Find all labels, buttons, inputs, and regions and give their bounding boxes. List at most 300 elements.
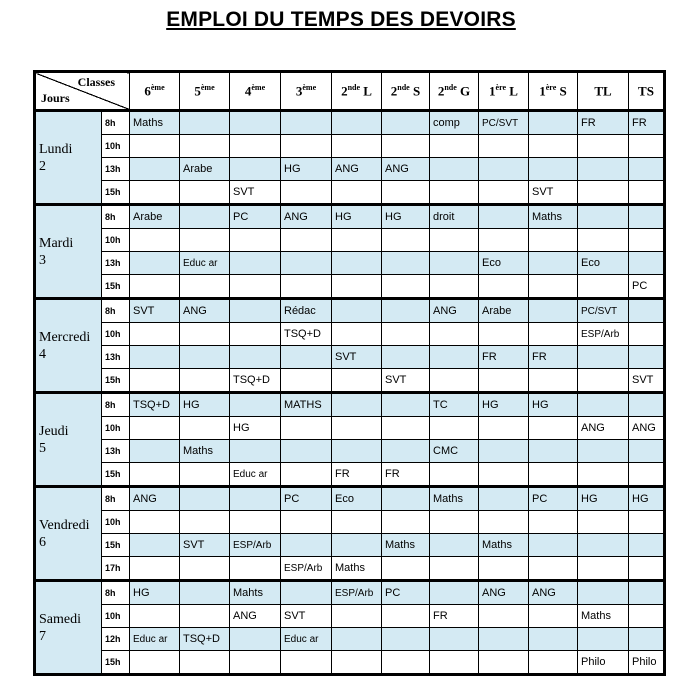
table-row [35, 205, 665, 229]
subject-cell: Maths [578, 605, 629, 628]
subject-cell [578, 511, 629, 534]
subject-cell [479, 511, 529, 534]
subject-cell: PC/SVT [578, 299, 629, 323]
subject-cell [332, 135, 382, 158]
subject-cell: PC/SVT [479, 111, 529, 135]
class-header-base: TS [638, 83, 654, 99]
hour-cell: 8h [102, 393, 130, 417]
table-row [35, 440, 665, 463]
subject-cell [529, 299, 578, 323]
subject-cell: Eco [578, 252, 629, 275]
subject-cell: Educ ar [281, 628, 332, 651]
subject-cell [230, 299, 281, 323]
subject-cell [281, 511, 332, 534]
table-row [35, 463, 665, 487]
subject-cell [529, 369, 578, 393]
subject-cell [430, 346, 479, 369]
subject-cell [130, 275, 180, 299]
subject-cell: HG [332, 205, 382, 229]
subject-cell [180, 111, 230, 135]
subject-cell [130, 181, 180, 205]
subject-cell [578, 440, 629, 463]
table-row [35, 628, 665, 651]
subject-cell [130, 511, 180, 534]
subject-cell [230, 557, 281, 581]
subject-cell: ESP/Arb [230, 534, 281, 557]
subject-cell: TSQ+D [130, 393, 180, 417]
table-row [35, 299, 665, 323]
subject-cell [430, 628, 479, 651]
table-row [35, 581, 665, 605]
subject-cell [578, 205, 629, 229]
subject-cell: Mahts [230, 581, 281, 605]
subject-cell: FR [578, 111, 629, 135]
hour-cell: 8h [102, 299, 130, 323]
subject-cell [230, 346, 281, 369]
subject-cell [180, 463, 230, 487]
day-name: Jeudi [39, 423, 69, 439]
subject-cell [529, 252, 578, 275]
class-header-sup: nde [444, 82, 457, 92]
subject-cell: Arabe [479, 299, 529, 323]
subject-cell [430, 534, 479, 557]
subject-cell [130, 229, 180, 252]
subject-cell [230, 252, 281, 275]
subject-cell [382, 252, 430, 275]
subject-cell: HG [281, 158, 332, 181]
subject-cell: ANG [382, 158, 430, 181]
subject-cell [479, 181, 529, 205]
subject-cell [479, 605, 529, 628]
subject-cell [281, 417, 332, 440]
subject-cell [382, 229, 430, 252]
class-header-sup: ère [495, 82, 507, 92]
subject-cell: Philo [629, 651, 665, 675]
subject-cell [180, 651, 230, 675]
subject-cell: PC [382, 581, 430, 605]
subject-cell [332, 275, 382, 299]
subject-cell: ANG [180, 299, 230, 323]
subject-cell [230, 323, 281, 346]
table-row [35, 511, 665, 534]
subject-cell [629, 135, 665, 158]
subject-cell [529, 440, 578, 463]
hour-cell: 10h [102, 417, 130, 440]
subject-cell [529, 417, 578, 440]
subject-cell [430, 581, 479, 605]
subject-cell: Arabe [130, 205, 180, 229]
hour-cell: 15h [102, 651, 130, 675]
subject-cell [629, 323, 665, 346]
subject-cell [529, 511, 578, 534]
hour-cell: 8h [102, 581, 130, 605]
subject-cell [281, 275, 332, 299]
class-header [430, 72, 479, 111]
subject-cell [430, 463, 479, 487]
subject-cell [382, 417, 430, 440]
subject-cell: ESP/Arb [332, 581, 382, 605]
subject-cell [529, 651, 578, 675]
subject-cell [529, 605, 578, 628]
subject-cell: ANG [332, 158, 382, 181]
subject-cell [479, 440, 529, 463]
table-row [35, 158, 665, 181]
subject-cell [281, 229, 332, 252]
hour-cell: 15h [102, 534, 130, 557]
subject-cell: Maths [529, 205, 578, 229]
subject-cell [332, 252, 382, 275]
subject-cell [382, 511, 430, 534]
subject-cell [332, 229, 382, 252]
class-header-sup: ème [251, 82, 266, 92]
subject-cell: HG [529, 393, 578, 417]
hour-cell: 10h [102, 511, 130, 534]
subject-cell: Eco [479, 252, 529, 275]
class-header [629, 72, 665, 111]
subject-cell [130, 252, 180, 275]
subject-cell [332, 111, 382, 135]
subject-cell [479, 463, 529, 487]
subject-cell [180, 181, 230, 205]
subject-cell [629, 393, 665, 417]
subject-cell: ANG [130, 487, 180, 511]
class-header [479, 72, 529, 111]
hour-cell: 13h [102, 158, 130, 181]
class-header-sup: ème [200, 82, 215, 92]
hour-cell: 15h [102, 463, 130, 487]
subject-cell [230, 628, 281, 651]
subject-cell [130, 605, 180, 628]
subject-cell: Educ ar [180, 252, 230, 275]
table-row [35, 557, 665, 581]
class-header [382, 72, 430, 111]
subject-cell [180, 229, 230, 252]
subject-cell [629, 511, 665, 534]
subject-cell: Maths [332, 557, 382, 581]
subject-cell [529, 323, 578, 346]
subject-cell: SVT [529, 181, 578, 205]
table-row [35, 135, 665, 158]
subject-cell: FR [430, 605, 479, 628]
subject-cell [281, 534, 332, 557]
hour-cell: 10h [102, 605, 130, 628]
day-number: 7 [39, 628, 46, 644]
class-header-tail: S [409, 83, 421, 99]
subject-cell: Maths [130, 111, 180, 135]
subject-cell [382, 275, 430, 299]
subject-cell [230, 487, 281, 511]
class-header-base: 2 [390, 83, 398, 99]
subject-cell [130, 417, 180, 440]
subject-cell: ANG [230, 605, 281, 628]
subject-cell [230, 229, 281, 252]
subject-cell [332, 605, 382, 628]
subject-cell [332, 511, 382, 534]
subject-cell: droit [430, 205, 479, 229]
corner-jours-label: Jours [41, 91, 70, 105]
subject-cell [629, 181, 665, 205]
header-row [35, 72, 665, 111]
subject-cell [332, 181, 382, 205]
subject-cell [430, 369, 479, 393]
subject-cell [629, 534, 665, 557]
day-label [35, 111, 102, 205]
subject-cell: SVT [130, 299, 180, 323]
subject-cell [281, 463, 332, 487]
subject-cell [479, 651, 529, 675]
subject-cell [529, 158, 578, 181]
subject-cell [230, 651, 281, 675]
subject-cell: ANG [430, 299, 479, 323]
table-row [35, 111, 665, 135]
subject-cell [130, 534, 180, 557]
subject-cell [479, 628, 529, 651]
subject-cell: ANG [629, 417, 665, 440]
subject-cell: HG [382, 205, 430, 229]
subject-cell [130, 323, 180, 346]
subject-cell: Eco [332, 487, 382, 511]
subject-cell [430, 651, 479, 675]
class-header-sup: nde [397, 82, 410, 92]
subject-cell: HG [130, 581, 180, 605]
subject-cell [180, 581, 230, 605]
class-header [130, 72, 180, 111]
subject-cell: FR [629, 111, 665, 135]
subject-cell: CMC [430, 440, 479, 463]
subject-cell [382, 323, 430, 346]
subject-cell [180, 511, 230, 534]
subject-cell [529, 557, 578, 581]
subject-cell [529, 534, 578, 557]
day-name: Samedi [39, 611, 81, 627]
subject-cell [629, 299, 665, 323]
hour-cell: 15h [102, 275, 130, 299]
subject-cell: HG [629, 487, 665, 511]
subject-cell [479, 557, 529, 581]
subject-cell [629, 463, 665, 487]
subject-cell [281, 111, 332, 135]
subject-cell [479, 487, 529, 511]
timetable-body [35, 111, 665, 675]
subject-cell [578, 628, 629, 651]
subject-cell [529, 628, 578, 651]
subject-cell: TSQ+D [281, 323, 332, 346]
subject-cell: comp [430, 111, 479, 135]
day-name: Mardi [39, 235, 74, 251]
subject-cell [382, 346, 430, 369]
class-header-tail: L [360, 83, 372, 99]
hour-cell: 15h [102, 369, 130, 393]
table-row [35, 605, 665, 628]
subject-cell [430, 557, 479, 581]
subject-cell [529, 135, 578, 158]
subject-cell [281, 181, 332, 205]
subject-cell [578, 229, 629, 252]
subject-cell [180, 323, 230, 346]
class-header-base: 2 [341, 83, 348, 99]
day-label [35, 299, 102, 393]
subject-cell [230, 440, 281, 463]
subject-cell: TSQ+D [180, 628, 230, 651]
subject-cell [629, 628, 665, 651]
subject-cell [180, 275, 230, 299]
subject-cell [382, 605, 430, 628]
subject-cell [180, 557, 230, 581]
subject-cell [629, 581, 665, 605]
subject-cell [479, 205, 529, 229]
class-header-base: 1 [539, 83, 546, 99]
day-label [35, 487, 102, 581]
class-header-tail: S [556, 83, 567, 99]
subject-cell: FR [529, 346, 578, 369]
day-label [35, 393, 102, 487]
subject-cell [578, 463, 629, 487]
day-name: Vendredi [39, 517, 90, 533]
day-number: 6 [39, 534, 46, 550]
table-row [35, 229, 665, 252]
class-header [529, 72, 578, 111]
hour-cell: 10h [102, 135, 130, 158]
subject-cell [430, 275, 479, 299]
subject-cell [578, 557, 629, 581]
subject-cell [578, 275, 629, 299]
table-row [35, 346, 665, 369]
subject-cell [230, 135, 281, 158]
class-header [230, 72, 281, 111]
subject-cell [382, 487, 430, 511]
subject-cell: PC [629, 275, 665, 299]
class-header-base: 4 [244, 83, 252, 99]
hour-cell: 8h [102, 205, 130, 229]
subject-cell [180, 346, 230, 369]
class-header-tail: G [456, 83, 471, 99]
subject-cell [332, 393, 382, 417]
subject-cell: PC [230, 205, 281, 229]
subject-cell: MATHS [281, 393, 332, 417]
subject-cell: Educ ar [130, 628, 180, 651]
subject-cell [382, 628, 430, 651]
subject-cell [332, 440, 382, 463]
hour-cell: 13h [102, 440, 130, 463]
day-label [35, 581, 102, 675]
subject-cell [230, 393, 281, 417]
table-row [35, 487, 665, 511]
subject-cell: TSQ+D [230, 369, 281, 393]
subject-cell: SVT [629, 369, 665, 393]
subject-cell [230, 511, 281, 534]
hour-cell: 8h [102, 111, 130, 135]
subject-cell [130, 463, 180, 487]
class-header [180, 72, 230, 111]
subject-cell [332, 534, 382, 557]
subject-cell: FR [382, 463, 430, 487]
subject-cell [578, 581, 629, 605]
subject-cell [430, 417, 479, 440]
subject-cell [382, 393, 430, 417]
class-header-base: 3 [295, 83, 303, 99]
subject-cell [332, 628, 382, 651]
day-number: 3 [39, 252, 46, 268]
subject-cell [382, 557, 430, 581]
subject-cell: FR [332, 463, 382, 487]
subject-cell [629, 158, 665, 181]
subject-cell [529, 463, 578, 487]
subject-cell: ESP/Arb [578, 323, 629, 346]
subject-cell: SVT [382, 369, 430, 393]
subject-cell [180, 205, 230, 229]
subject-cell [130, 158, 180, 181]
subject-cell: HG [230, 417, 281, 440]
subject-cell [180, 605, 230, 628]
subject-cell [180, 369, 230, 393]
table-row [35, 181, 665, 205]
subject-cell [230, 158, 281, 181]
hour-cell: 13h [102, 346, 130, 369]
subject-cell: Maths [479, 534, 529, 557]
subject-cell: TC [430, 393, 479, 417]
table-row [35, 369, 665, 393]
class-header [281, 72, 332, 111]
subject-cell [430, 229, 479, 252]
subject-cell [382, 135, 430, 158]
hour-cell: 13h [102, 252, 130, 275]
subject-cell [430, 323, 479, 346]
class-header-sup: ème [302, 82, 317, 92]
subject-cell: Maths [180, 440, 230, 463]
subject-cell: Arabe [180, 158, 230, 181]
subject-cell: HG [479, 393, 529, 417]
corner-classes-label: Classes [77, 75, 115, 89]
class-header-sup: ère [545, 82, 557, 92]
subject-cell [332, 417, 382, 440]
class-header-sup: nde [347, 82, 361, 92]
subject-cell [332, 369, 382, 393]
day-number: 4 [39, 346, 46, 362]
class-header-base: 1 [489, 83, 496, 99]
subject-cell: Maths [382, 534, 430, 557]
subject-cell [529, 229, 578, 252]
subject-cell [629, 440, 665, 463]
subject-cell: PC [281, 487, 332, 511]
subject-cell [382, 181, 430, 205]
subject-cell [382, 299, 430, 323]
subject-cell [629, 229, 665, 252]
subject-cell [281, 135, 332, 158]
day-label [35, 205, 102, 299]
subject-cell [578, 393, 629, 417]
subject-cell [130, 135, 180, 158]
subject-cell [430, 252, 479, 275]
subject-cell: ANG [529, 581, 578, 605]
subject-cell [130, 346, 180, 369]
subject-cell [578, 158, 629, 181]
class-header-base: 2 [437, 83, 445, 99]
table-row [35, 323, 665, 346]
class-header-base: 6 [144, 83, 151, 99]
subject-cell: ANG [281, 205, 332, 229]
day-number: 5 [39, 440, 46, 456]
subject-cell [281, 346, 332, 369]
hour-cell: 15h [102, 181, 130, 205]
subject-cell [430, 135, 479, 158]
class-header [332, 72, 382, 111]
subject-cell [130, 440, 180, 463]
subject-cell: SVT [180, 534, 230, 557]
subject-cell [578, 135, 629, 158]
class-header-base: 5 [194, 83, 201, 99]
subject-cell [430, 181, 479, 205]
table-row [35, 275, 665, 299]
